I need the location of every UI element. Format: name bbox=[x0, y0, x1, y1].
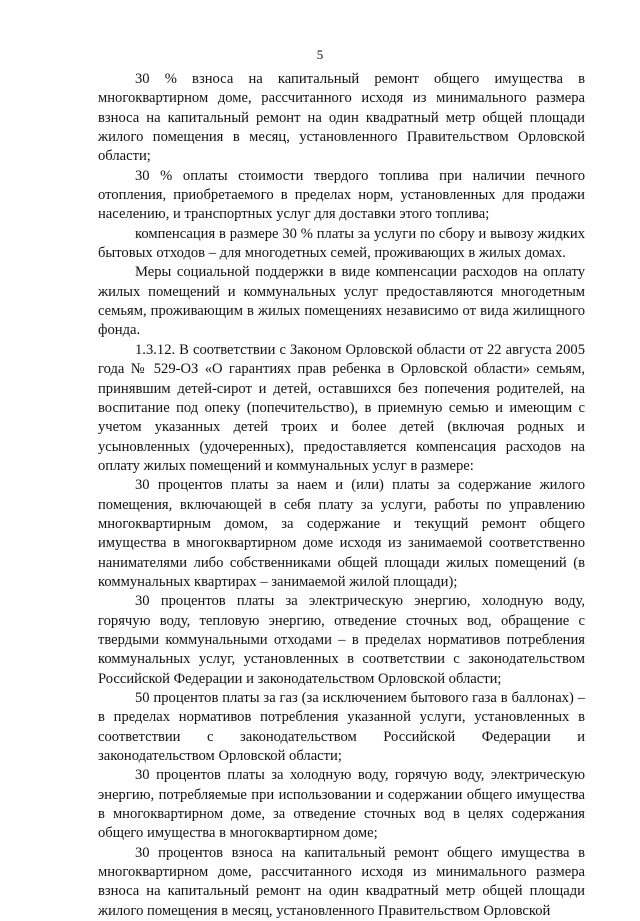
paragraph-housing-rent-maintenance: 30 процентов платы за наем и (или) платы за содержание жилого помещения, включающей в себя плату за услуги, работы по управлению многоквартирным домом, за содержание и текущий ремонт общего имущества в многоквартирном доме исходя из занимаемой соответственно нанимателями либо собственниками общей площади жилых помещений (в коммунальных квартирах – занимаемой жилой площади); bbox=[98, 477, 585, 590]
paragraph-solid-fuel: 30 % оплаты стоимости твердого топлива при наличии печного отопления, приобретаемого в пределах норм, установленных для продажи населению, и транспортных услуг для доставки этого топлива; bbox=[98, 167, 585, 223]
paragraph-capital-repair-contribution-continued: 30 процентов взноса на капитальный ремонт общего имущества в многоквартирном доме, рассчитанного исходя из минимального размера взноса на капитальный ремонт на один квадратный метр общей площади жилого помещения в месяц, установленного Правительством Орловской bbox=[98, 844, 585, 919]
paragraph-gas-payment: 50 процентов платы за газ (за исключением бытового газа в баллонах) – в пределах нормативов потребления указанной услуги, установленных в соответствии с законодательством Российской Федерации и законодательством Орловской области; bbox=[98, 690, 585, 765]
paragraph-large-families-support: Меры социальной поддержки в виде компенсации расходов на оплату жилых помещений и коммунальных услуг предоставляются многодетным семьям, проживающим в жилых помещениях независимо от вида жилищного фонда. bbox=[98, 264, 585, 339]
paragraph-capital-repair-contribution: 30 % взноса на капитальный ремонт общего имущества в многоквартирном доме, рассчитанного исходя из минимального размера взноса на капитальный ремонт на один квадратный метр общей площади жилого помещения в месяц, установленного Правительством Орловской области; bbox=[98, 71, 585, 165]
document-body bbox=[98, 70, 585, 921]
paragraph-utilities-payment: 30 процентов платы за электрическую энергию, холодную воду, горячую воду, тепловую энергию, отведение сточных вод, обращение с твердыми коммунальными отходами – в пределах нормативов потребления коммунальных услуг, установленных в соответствии с законодательством Российской Федерации и законодательством Орловской области; bbox=[98, 593, 585, 687]
paragraph-section-1-3-12: 1.3.12. В соответствии с Законом Орловской области от 22 августа 2005 года № 529-ОЗ «О гарантиях прав ребенка в Орловской области» семьям, принявшим детей-сирот и детей, оставшихся без попечения родителей, на воспитание под опеку (попечительство), в приемную семью и имеющим с учетом указанных детей троих и более детей (включая родных и усыновленных (удочеренных), предоставляется компенсация расходов на оплату жилых помещений и коммунальных услуг в размере: bbox=[98, 341, 585, 474]
page-number: 5 bbox=[316, 47, 324, 62]
paragraph-liquid-waste-compensation: компенсация в размере 30 % платы за услуги по сбору и вывозу жидких бытовых отходов – для многодетных семей, проживающих в жилых домах. bbox=[98, 225, 585, 262]
paragraph-common-property-utilities: 30 процентов платы за холодную воду, горячую воду, электрическую энергию, потребляемые при использовании и содержании общего имущества в многоквартирном доме, за отведение сточных вод в целях содержания общего имущества в многоквартирном доме; bbox=[98, 767, 585, 842]
